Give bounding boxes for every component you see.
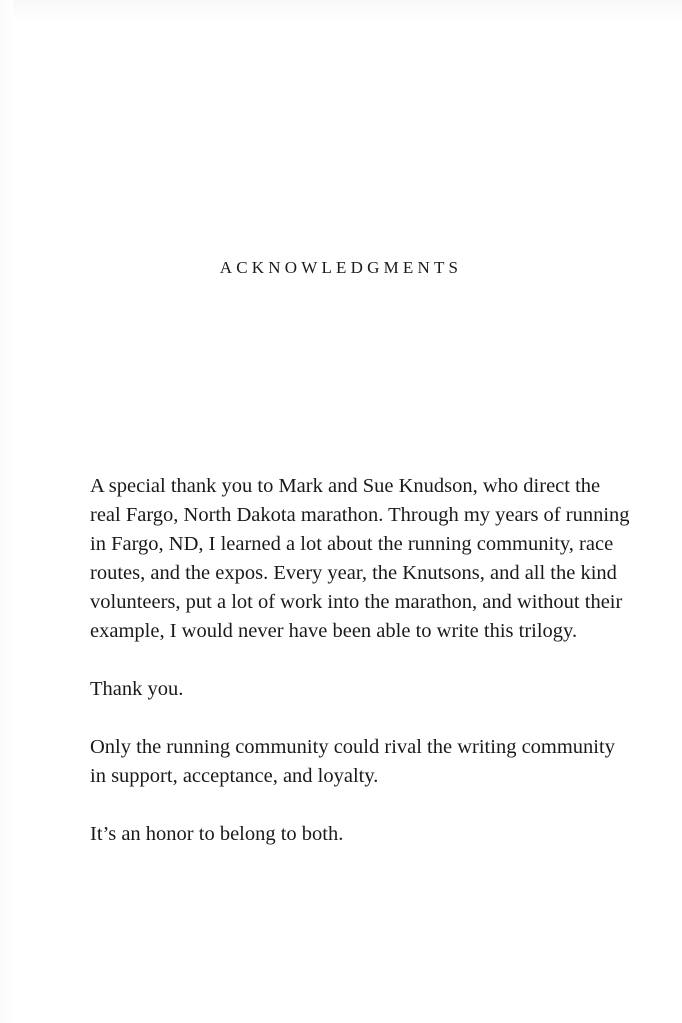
page-left-shadow — [0, 0, 13, 1023]
paragraph-thanks-knudson: A special thank you to Mark and Sue Knudson, who direct the real Fargo, North Dakota marathon. Through my years of running in Fargo, ND, I learned a lot about the running community, race routes, and the expos. Every year, the Knutsons, and all the kind volunteers, put a lot of work into the marathon, and without their example, I would never have been able to write this trilogy. — [90, 475, 630, 642]
paragraph-thank-you: Thank you. — [90, 678, 184, 700]
paragraph-honor: It’s an honor to belong to both. — [90, 823, 344, 845]
paragraph-running-community: Only the running community could rival the writing community in support, acceptance, and loyalty. — [90, 736, 615, 787]
page-title: ACKNOWLEDGMENTS — [219, 258, 463, 277]
acknowledgments-body — [90, 472, 630, 878]
page-top-shadow — [0, 0, 682, 22]
